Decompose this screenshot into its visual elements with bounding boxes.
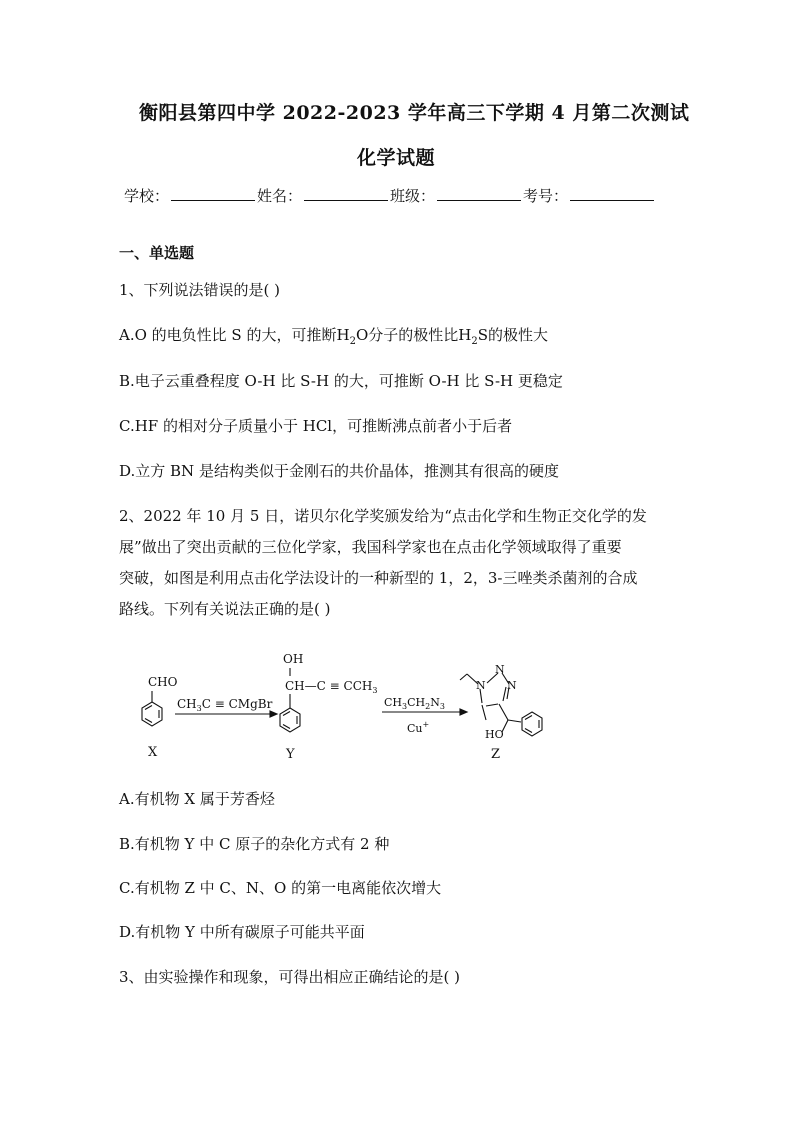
q2-stem-line4: 路线。下列有关说法正确的是( ) xyxy=(119,600,331,618)
name-label: 姓名： xyxy=(257,187,303,205)
q1-option-d: D.立方 BN 是结构类似于金刚石的共价晶体，推测其有很高的硬度 xyxy=(119,462,559,480)
q2-stem-line2: 展”做出了突出贡献的三位化学家，我国科学家也在点击化学领域取得了重要 xyxy=(119,538,622,556)
q2-option-d: D.有机物 Y 中所有碳原子可能共平面 xyxy=(119,923,365,941)
q1-option-b: B.电子云重叠程度 O-H 比 S-H 的大，可推断 O-H 比 S-H 更稳定 xyxy=(119,372,563,390)
benzene-ring-y xyxy=(280,668,300,732)
name-blank[interactable] xyxy=(304,186,388,201)
z-ho: HO xyxy=(485,728,504,741)
q2-stem-line1: 2、2022 年 10 月 5 日，诺贝尔化学奖颁发给为“点击化学和生物正交化学的发 xyxy=(119,507,647,525)
number-label: 考号： xyxy=(523,187,569,205)
reagent-1: $CH_3C$ ≡ CMgBr xyxy=(177,697,273,713)
catalyst: Cu+ xyxy=(407,720,430,735)
section-heading: 一、单选题 xyxy=(119,244,195,262)
class-label: 班级： xyxy=(390,187,436,205)
y-oh: OH xyxy=(283,652,304,666)
x-cho: CHO xyxy=(148,675,178,689)
q2-stem-line3: 突破，如图是利用点击化学法设计的一种新型的 1，2，3-三唑类杀菌剂的合成 xyxy=(119,569,638,587)
z-n-left: N xyxy=(476,679,486,692)
number-blank[interactable] xyxy=(570,186,654,201)
q1-option-a: A.O 的电负性比 S 的大，可推断$H_2O$分子的极性比$H_2S$的极性大 xyxy=(119,326,549,347)
benzene-ring-z xyxy=(522,712,542,736)
class-blank[interactable] xyxy=(437,186,521,201)
school-blank[interactable] xyxy=(171,186,255,201)
q2-option-b: B.有机物 Y 中 C 原子的杂化方式有 2 种 xyxy=(119,835,390,853)
x-label: X xyxy=(148,745,158,760)
exam-subtitle: 化学试题 xyxy=(357,147,436,169)
q3-stem: 3、由实验操作和现象，可得出相应正确结论的是( ) xyxy=(119,968,461,986)
z-n-right: N xyxy=(507,679,517,692)
q1-stem: 1、下列说法错误的是( ) xyxy=(119,281,281,299)
z-n-top: N xyxy=(495,663,505,676)
reaction-scheme xyxy=(120,640,580,770)
z-label: Z xyxy=(491,747,501,762)
q2-option-c: C.有机物 Z 中 C、N、O 的第一电离能依次增大 xyxy=(119,879,442,897)
y-chain: CH—C ≡ $CCH_3$ xyxy=(285,679,378,695)
q2-option-a: A.有机物 X 属于芳香烃 xyxy=(119,790,275,808)
q1-option-c: C.HF 的相对分子质量小于 HCl，可推断沸点前者小于后者 xyxy=(119,417,513,435)
y-label: Y xyxy=(286,747,295,762)
school-label: 学校： xyxy=(124,187,170,205)
student-info-row xyxy=(124,185,656,206)
exam-title: 衡阳县第四中学 2022-2023 学年高三下学期 4 月第二次测试 xyxy=(139,102,690,124)
reagent-2: $CH_3CH_2N_3$ xyxy=(384,696,445,711)
benzene-ring-x xyxy=(142,691,162,726)
